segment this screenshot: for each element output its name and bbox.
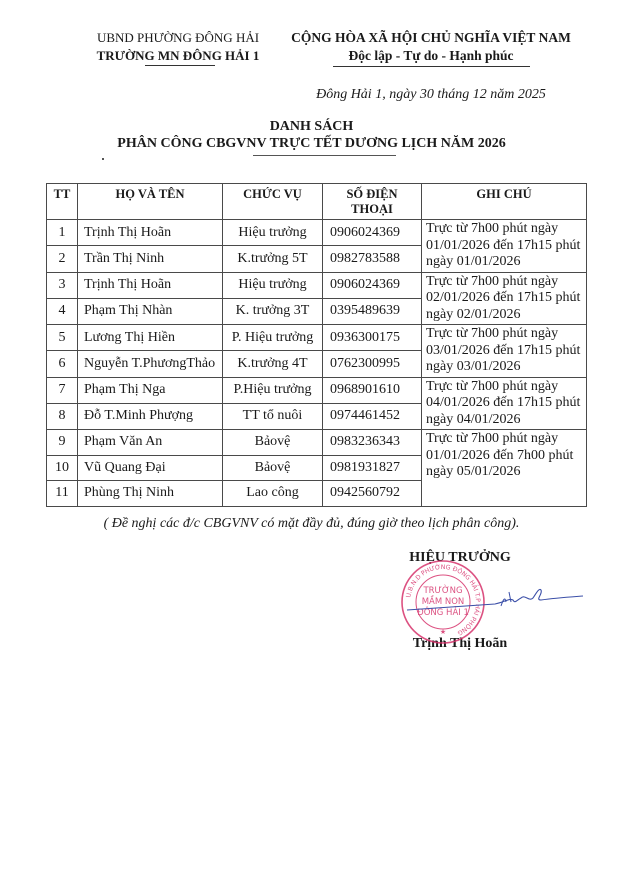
title-underline [253, 155, 396, 156]
table-row [47, 430, 587, 456]
cell-position: K.trưởng 5T [223, 246, 323, 272]
cell-name: Phùng Thị Ninh [78, 481, 223, 507]
table-row [47, 220, 587, 246]
header-name: HỌ VÀ TÊN [78, 184, 223, 220]
cell-phone: 0906024369 [323, 272, 422, 298]
stamp-line-3: ĐÔNG HẢI 1 [417, 608, 469, 618]
cell-position: Hiệu trưởng [223, 220, 323, 246]
cell-position: Lao công [223, 481, 323, 507]
cell-tt: 10 [47, 455, 78, 481]
cell-phone: 0982783588 [323, 246, 422, 272]
cell-tt: 9 [47, 430, 78, 456]
cell-position: TT tổ nuôi [223, 403, 323, 429]
cell-name: Phạm Văn An [78, 430, 223, 456]
signer-title: HIỆU TRƯỞNG [409, 550, 511, 565]
cell-tt: 11 [47, 481, 78, 507]
cell-name: Trịnh Thị Hoãn [78, 272, 223, 298]
cell-phone: 0983236343 [323, 430, 422, 456]
header-tt: TT [47, 184, 78, 220]
stamp-line-2: MẦM NON [421, 597, 465, 607]
footer-note: ( Đề nghị các đ/c CBGVNV có mặt đầy đủ, đúng giờ theo lịch phân công). [103, 516, 520, 531]
cell-note: Trực từ 7h00 phút ngày 03/01/2026 đến 17h15 phút ngày 03/01/2026 [422, 325, 587, 378]
cell-tt: 5 [47, 325, 78, 351]
table-row [47, 377, 587, 403]
cell-name: Vũ Quang Đại [78, 455, 223, 481]
scan-speck [102, 158, 104, 160]
cell-position: Bảovệ [223, 430, 323, 456]
cell-note: Trực từ 7h00 phút ngày 01/01/2026 đến 17h15 phút ngày 01/01/2026 [422, 220, 587, 273]
cell-phone: 0968901610 [323, 377, 422, 403]
handwritten-signature [405, 580, 585, 620]
document-subtitle: PHÂN CÔNG CBGVNV TRỰC TẾT DƯƠNG LỊCH NĂM 2026 [117, 136, 506, 151]
header-note: GHI CHÚ [422, 184, 587, 220]
org-parent-name: UBND PHƯỜNG ĐÔNG HẢI [96, 30, 260, 45]
cell-phone: 0942560792 [323, 481, 422, 507]
cell-position: Hiệu trưởng [223, 272, 323, 298]
nation-motto: Độc lập - Tự do - Hạnh phúc [348, 48, 514, 63]
org-underline [145, 65, 215, 66]
cell-tt: 1 [47, 220, 78, 246]
cell-position: P.Hiệu trưởng [223, 377, 323, 403]
cell-position: Bảovệ [223, 455, 323, 481]
cell-tt: 7 [47, 377, 78, 403]
date-line: Đông Hải 1, ngày 30 tháng 12 năm 2025 [316, 87, 546, 102]
cell-phone: 0981931827 [323, 455, 422, 481]
cell-name: Trần Thị Ninh [78, 246, 223, 272]
document-title: DANH SÁCH [269, 119, 354, 134]
table-header-row [47, 184, 587, 220]
cell-tt: 2 [47, 246, 78, 272]
cell-name: Phạm Thị Nhàn [78, 298, 223, 324]
cell-phone: 0395489639 [323, 298, 422, 324]
motto-underline [333, 66, 530, 67]
header-position: CHỨC VỤ [223, 184, 323, 220]
cell-phone: 0936300175 [323, 325, 422, 351]
stamp-line-1: TRƯỜNG [423, 586, 463, 596]
cell-tt: 6 [47, 351, 78, 377]
cell-position: K.trưởng 4T [223, 351, 323, 377]
table-row [47, 272, 587, 298]
cell-name: Nguyễn T.PhươngThảo [78, 351, 223, 377]
cell-phone: 0974461452 [323, 403, 422, 429]
cell-tt: 3 [47, 272, 78, 298]
duty-table [46, 183, 587, 507]
cell-name: Lương Thị Hiền [78, 325, 223, 351]
cell-note: Trực từ 7h00 phút ngày 04/01/2026 đến 17h15 phút ngày 04/01/2026 [422, 377, 587, 430]
cell-name: Trịnh Thị Hoãn [78, 220, 223, 246]
cell-position: K. trưởng 3T [223, 298, 323, 324]
stamp-ring-text: U.B.N.D PHƯỜNG ĐÔNG HẢI T.P HẢI PHÒNG [405, 563, 482, 637]
cell-tt: 8 [47, 403, 78, 429]
signer-name: Trịnh Thị Hoãn [412, 636, 508, 651]
cell-name: Phạm Thị Nga [78, 377, 223, 403]
cell-position: P. Hiệu trưởng [223, 325, 323, 351]
stamp-star: ★ [439, 628, 447, 636]
org-school-name: TRƯỜNG MN ĐÔNG HẢI 1 [96, 48, 260, 63]
cell-note: Trực từ 7h00 phút ngày 01/01/2026 đến 7h00 phút ngày 05/01/2026 [422, 430, 587, 507]
table-row [47, 325, 587, 351]
cell-note: Trực từ 7h00 phút ngày 02/01/2026 đến 17h15 phút ngày 02/01/2026 [422, 272, 587, 325]
nation-title: CỘNG HÒA XÃ HỘI CHỦ NGHĨA VIỆT NAM [291, 30, 571, 45]
header-phone: SỐ ĐIỆN THOẠI [323, 184, 422, 220]
cell-name: Đỗ T.Minh Phượng [78, 403, 223, 429]
cell-phone: 0762300995 [323, 351, 422, 377]
cell-phone: 0906024369 [323, 220, 422, 246]
cell-tt: 4 [47, 298, 78, 324]
